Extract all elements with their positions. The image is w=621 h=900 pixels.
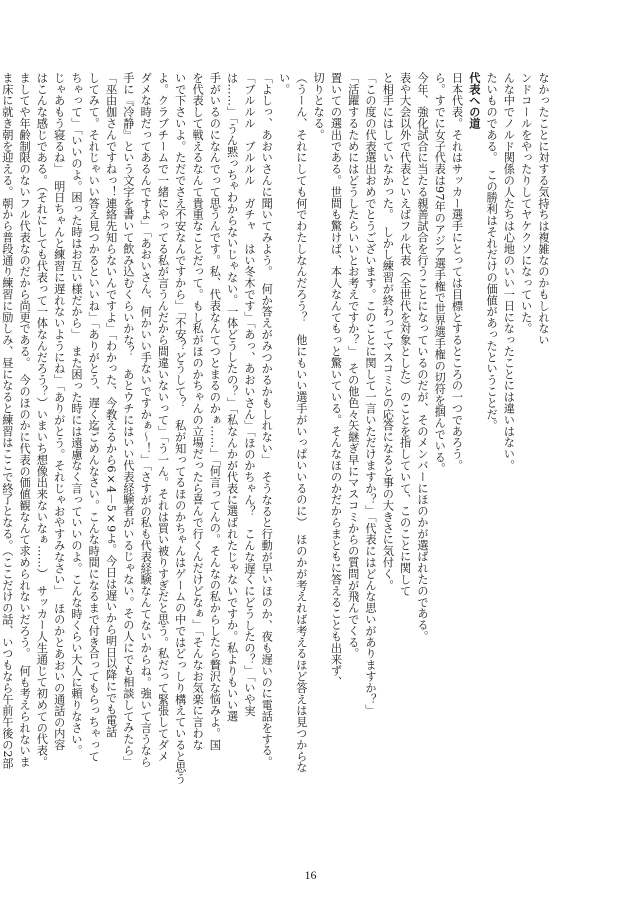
text-column: してみて。それじゃいい答え見つかるといいね」「ありがとう、遅く迄ごめんなさい。こんな時間になるまで付き合ってもらっちゃって xyxy=(87,72,101,762)
text-column: 「この度の代表選出おめでとうございます。このことに関して一言いただけますか？」「代表にはどんな思いがありますか？」 xyxy=(364,72,378,717)
text-column: ら。すでに女子代表は97年のアジア選手権で世界選手権の切符を掴んでいる。 xyxy=(433,72,447,475)
section-heading: 代表への道 xyxy=(467,72,482,129)
text-column: 表や大会以外で代表といえばフル代表（全世代を対象とした）のことを指していて、このことに関して xyxy=(398,72,412,597)
text-column: （うーん、それにしても何でわたしなんだろう？ 他にもいい選手がいっぱいいるのに） ほのかが考えれば考えるほど答えは見つからな xyxy=(294,72,308,774)
text-column: 日本代表。それはサッカー選手にとっては目標とするところの一つであろう。 xyxy=(450,72,464,471)
text-column: たいものである。 この勝利はそれだけの価値があったということだ。 xyxy=(485,72,499,432)
text-column: 手に『冷静』という文字を書いて飲み込むくらいかな？ あとウチにはいい代表経験者がいるじゃない。その人にでも相談してみたら」 xyxy=(121,72,135,768)
text-column: んな中でノルド関係の人たちは心地のいい一日になったことには違いはない。 xyxy=(502,72,516,471)
body-text xyxy=(0,72,552,852)
text-column: ダメな時だってあるんですよ」「あおいさん、何かいい手ないですかぁ～！」「さすがの私も代表経験なんてないからね。強いて言うなら xyxy=(139,72,153,768)
text-column: と相手にはしていなかった。 しかし練習が終わってマスコミとの応答になると事の大きさに気付く。 xyxy=(381,72,395,591)
text-column: 「活躍するためにはどうしたらいいとお考えですか？」 その他色々矢継ぎ早にマスコミからの質問が飛んでくる。 xyxy=(346,72,360,660)
text-column: 今年、強化試合に当たる親善試合を行うことになっているのだが、そのメンバーにほのかが選ばれたのである。 xyxy=(415,72,429,642)
text-column: を代表して戦えるなんて貴重なことだって。もし私がほのかちゃんの立場だったら喜んで行くんだけどなぁ」「そんなお気楽に言わな xyxy=(191,72,205,751)
text-column: いで下さいよ。ただでさえ不安なんですから」「不安？どうして？ 私が知ってるほのかちゃんはゲームの中ではどっしり構えていると思う xyxy=(173,72,187,785)
text-column: ましてや年齢制限のないフル代表なのだから尚更である。 今のほのかに代表の価値観なんて求められないだろう。 何も考えられないま xyxy=(18,72,32,768)
text-column: なかったことに対する気持ちは複雑なのかもしれない xyxy=(537,72,550,346)
text-column: はこんな感じである。（それにしても代表って一体なんだろう？）いまいち想像出来ないなぁ……） サッカー人生通じて初めての代表。 xyxy=(35,72,49,768)
text-column: ま床に就き朝を迎える。朝から普段通り練習に励しみ、昼になると練習はここで終了となる。（ここだけの話、いつもなら午前午後の2部 xyxy=(0,72,14,770)
text-column: 切りとなる。 xyxy=(312,72,326,141)
text-column: 置いての選出である。世間も驚けば、本人なんてもっと驚いている。そんなほのかだからまともに答えることも出来ず、 xyxy=(329,72,343,688)
page-number: 16 xyxy=(304,868,317,882)
text-column: ンドコールをやったりしてヤケクソになっていた。 xyxy=(519,72,533,335)
text-column: は……」「うん黙っちゃわからないじゃない。一体どうしたの？」「私なんかが代表に選ばれたじゃないですか。私よりもいい選 xyxy=(225,72,239,722)
text-column: い。 xyxy=(277,72,291,95)
text-column: ちゃって」「いいのよ。困った時はお互い様だから」 また困った時には遠慮なく言っていいのよ。こんな時くらい大人に頼りなさい。 xyxy=(69,72,83,757)
text-column: 手がいるのになんでって思うんです。私、代表なんてつとまるのかぁ……」「何言ってんの。そんなの私からしたら贅沢な悩みよ。国 xyxy=(208,72,222,751)
text-column: 「巫由伽さんですねっ！連絡先知らないんですよ」「わかった、今教えるから6×4－5×9よ。今日は遅いから明日以降にでも電話 xyxy=(104,72,118,738)
text-column: よ。クラブチームで一緒にやってる私が言うんだから間違いないって」「う一ん。それは買い被りすぎだと思う。私だって緊張してダメ xyxy=(156,72,170,762)
text-column: 「ブルルル ブルルル ガチャ はい冬木です」「あっ、あおいさん」「ほのかちゃん？ こんな遅くにどうしたの？」「いや実 xyxy=(242,72,256,717)
text-column: じゃあもう寝るね」 明日ちゃんと練習に遅れないようにね」「ありがとう。それじゃおやすみなさい」 ほのかとあおいの通話の内容 xyxy=(52,72,66,751)
text-column: 「よしっ、あおいさんに聞いてみよう。 何か答えがみつかるかもしれない」 そうなると行動が早いほのか、夜も遅いのに電話をする。 xyxy=(260,72,274,768)
